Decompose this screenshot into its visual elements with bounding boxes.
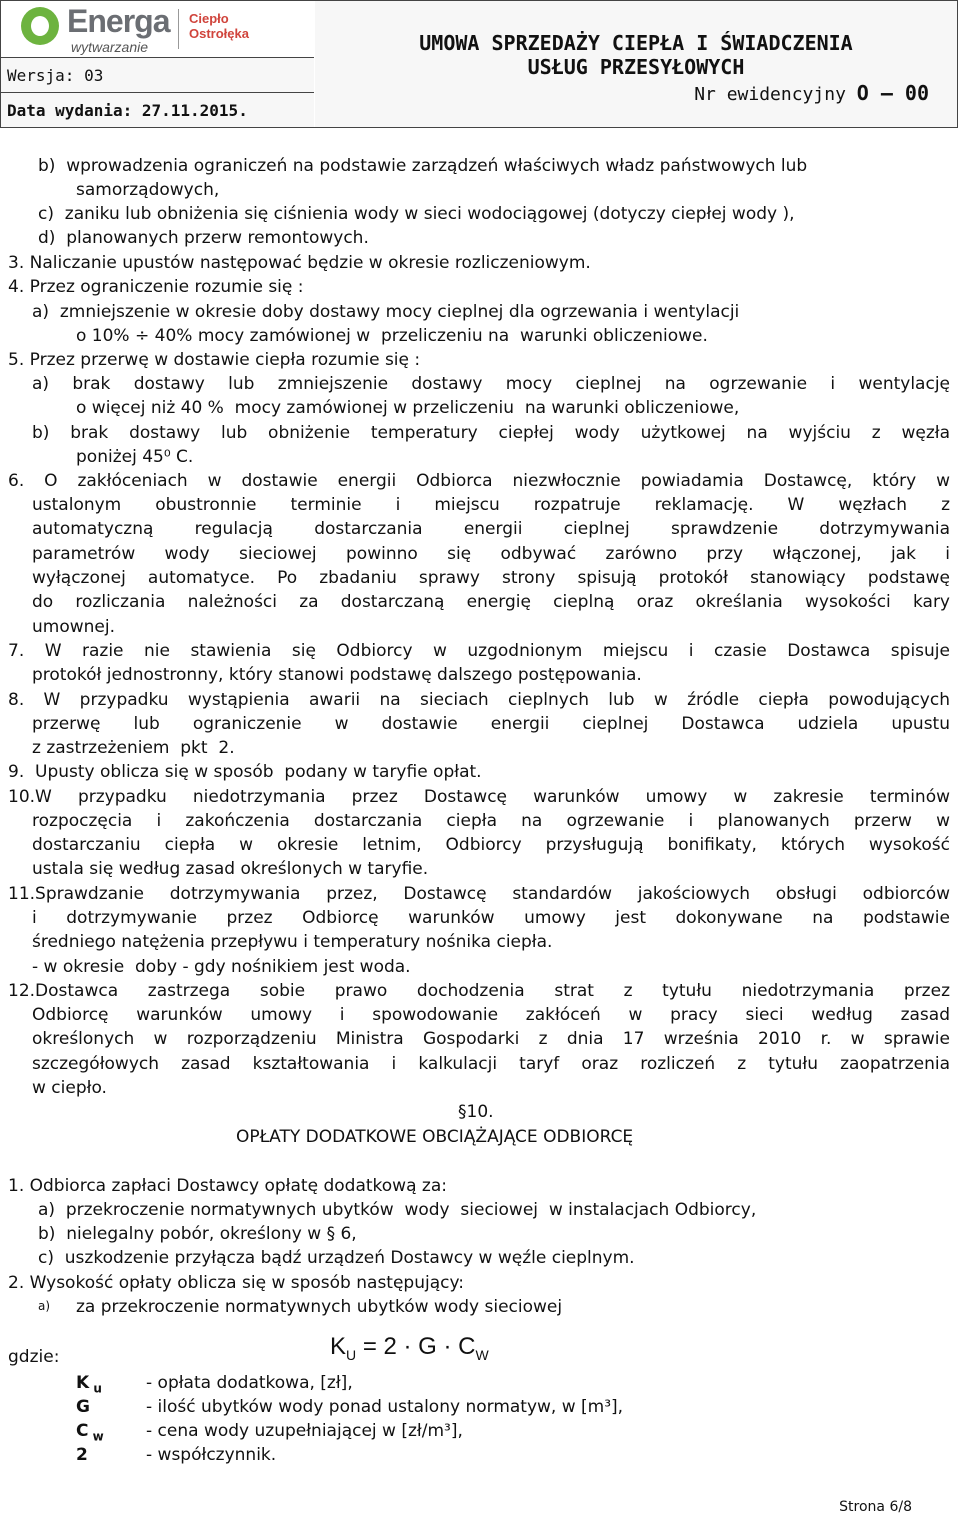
text-line: b) nielegalny pobór, określony w § 6, (38, 1224, 357, 1244)
legend-symbol: K $_u$ (76, 1373, 102, 1396)
header-title-panel (315, 1, 957, 127)
text-line: 11.Sprawdzanie dotrzymywania przez, Dostawcę standardów jakościowych obsługi odbiorców (8, 884, 950, 904)
evidence-value: O – 00 (856, 81, 929, 105)
legend-symbol: C $_w$ (76, 1421, 104, 1444)
text-line: automatyczną regulacją dostarczania energii cieplnej sprawdzenie dotrzymywania (32, 519, 950, 539)
formula-rhs-sub: W (475, 1346, 489, 1363)
text-line: za przekroczenie normatywnych ubytków wody sieciowej (76, 1297, 563, 1317)
text-line: 10.W przypadku niedotrzymania przez Dostawcę warunków umowy w zakresie terminów (8, 787, 950, 807)
text-line: 6. O zakłóceniach w dostawie energii Odbiorca niezwłocznie powiadamia Dostawcę, który w (8, 471, 950, 491)
text-line: 4. Przez ograniczenie rozumie się : (8, 277, 304, 297)
formula-rhs: = 2 · G · C (362, 1333, 476, 1360)
text-line: parametrów wody sieciowej powinno się odbywać zarówno przy włączonej, jak i (32, 544, 950, 564)
logo-divider (178, 9, 179, 49)
document-header (0, 0, 958, 128)
text-line: protokół jednostronny, który stanowi podstawę dalszego postępowania. (32, 665, 642, 685)
text-line: określonych w rozporządzeniu Ministra Gospodarki z dnia 17 września 2010 r. w sprawie (32, 1029, 950, 1049)
text-line: Odbiorcę warunków umowy i spowodowanie zakłóceń w pracy sieci według zasad (32, 1005, 950, 1025)
text-line: gdzie: (8, 1347, 60, 1367)
logo-subtitle: wytwarzanie (71, 39, 149, 55)
document-title-line1: UMOWA SPRZEDAŻY CIEPŁA I ŚWIADCZENIA (419, 31, 853, 55)
text-line: poniżej 45⁰ C. (76, 447, 194, 467)
text-line: b) brak dostawy lub obniżenie temperatury ciepłej wody użytkowej na wyjściu z węzła (32, 423, 950, 443)
legend-description: - ilość ubytków wody ponad ustalony normatyw, w [m³], (146, 1397, 624, 1417)
text-line: 8. W przypadku wystąpienia awarii na sieciach cieplnych lub w źródle ciepła powodujących (8, 690, 950, 710)
text-line: 7. W razie nie stawienia się Odbiorcy w uzgodnionym miejscu i czasie Dostawca spisuje (8, 641, 950, 661)
version-label: Wersja: 03 (1, 57, 314, 92)
text-line: ustala się według zasad określonych w taryfie. (32, 859, 429, 879)
text-line: c) zaniku lub obniżenia się ciśnienia wody w sieci wodociągowej (dotyczy ciepłej wody ), (38, 204, 795, 224)
text-line: w ciepło. (32, 1078, 107, 1098)
formula-lhs-sub: U (346, 1346, 357, 1363)
text-line: o 10% ÷ 40% mocy zamówionej w przeliczeniu na warunki obliczeniowe. (76, 326, 708, 346)
legend-symbol: G (76, 1397, 90, 1417)
text-line: OPŁATY DODATKOWE OBCIĄŻAJĄCE ODBIORCĘ (236, 1127, 634, 1147)
text-line: przerwę lub ograniczenie w dostawie energii cieplnej Dostawca udziela upustu (32, 714, 950, 734)
evidence-label: Nr ewidencyjny (694, 84, 846, 105)
text-line: umownej. (32, 617, 115, 637)
text-line: b) wprowadzenia ograniczeń na podstawie zarządzeń właściwych władz państwowych lub (38, 156, 808, 176)
text-line: do rozliczania należności za dostarczaną energię cieplną oraz określania wysokości kary (32, 592, 950, 612)
text-line: §10. (458, 1102, 494, 1122)
text-line: c) uszkodzenie przyłącza bądź urządzeń Dostawcy w węźle cieplnym. (38, 1248, 635, 1268)
text-line: średniego natężenia przepływu i temperatury nośnika ciepła. (32, 932, 553, 952)
formula (330, 1333, 489, 1363)
text-line: 2. Wysokość opłaty oblicza się w sposób następujący: (8, 1273, 465, 1293)
header-left-panel (1, 1, 316, 127)
partner-logo-line1: Ciepło (189, 11, 229, 26)
legend-symbol: 2 (76, 1445, 88, 1465)
text-line: - w okresie doby - gdy nośnikiem jest woda. (32, 957, 411, 977)
text-line: wyłączonej automatyce. Po zbadaniu sprawy strony spisują protokół stanowiący podstawę (32, 568, 950, 588)
company-logo (1, 1, 314, 56)
text-line: a) przekroczenie normatywnych ubytków wody sieciowej w instalacjach Odbiorcy, (38, 1200, 757, 1220)
energa-logo-icon (21, 7, 59, 45)
text-line: a) zmniejszenie w okresie doby dostawy mocy cieplnej dla ogrzewania i wentylacji (32, 302, 740, 322)
text-line: 1. Odbiorca zapłaci Dostawcy opłatę dodatkową za: (8, 1176, 447, 1196)
legend-description: - współczynnik. (146, 1445, 277, 1465)
issue-date: Data wydania: 27.11.2015. (1, 92, 314, 127)
partner-logo-line2: Ostrołęka (189, 26, 249, 41)
text-line: a) brak dostawy lub zmniejszenie dostawy mocy cieplnej na ogrzewanie i wentylację (32, 374, 950, 394)
page-number: Strona 6/8 (839, 1499, 912, 1515)
text-line: 5. Przez przerwę w dostawie ciepła rozumie się : (8, 350, 421, 370)
logo-brand: Energa (67, 3, 170, 39)
text-line: samorządowych, (76, 180, 220, 200)
text-line: ustalonym obustronnie terminie i miejscu rozpatruje reklamację. W węzłach z (32, 495, 950, 515)
text-line: szczegółowych zasad kształtowania i kalkulacji taryf oraz rozliczeń z tytułu zaopatrzenia (32, 1054, 950, 1074)
text-line: 9. Upusty oblicza się w sposób podany w taryfie opłat. (8, 762, 482, 782)
text-line: i dotrzymywanie przez Odbiorcę warunków umowy jest dokonywane na podstawie (32, 908, 950, 928)
text-line: a) (38, 1299, 51, 1313)
text-line: rozpoczęcia i zakończenia dostarczania ciepła na ogrzewanie i planowanych przerw w (32, 811, 950, 831)
text-line: o więcej niż 40 % mocy zamówionej w przeliczeniu na warunki obliczeniowe, (76, 398, 740, 418)
partner-logo (189, 11, 249, 41)
text-line: d) planowanych przerw remontowych. (38, 228, 369, 248)
evidence-number (694, 81, 929, 105)
text-line: z zastrzeżeniem pkt 2. (32, 738, 235, 758)
text-line: 3. Naliczanie upustów następować będzie w okresie rozliczeniowym. (8, 253, 591, 273)
formula-lhs: K (330, 1333, 347, 1360)
text-line: dostarczaniu ciepła w okresie letnim, Odbiorcy przysługują bonifikaty, których wysokość (32, 835, 950, 855)
text-line: 12.Dostawca zastrzega sobie prawo dochodzenia strat z tytułu niedotrzymania przez (8, 981, 950, 1001)
document-title-line2: USŁUG PRZESYŁOWYCH (527, 55, 745, 79)
legend-description: - opłata dodatkowa, [zł], (146, 1373, 353, 1393)
legend-description: - cena wody uzupełniającej w [zł/m³], (146, 1421, 463, 1441)
